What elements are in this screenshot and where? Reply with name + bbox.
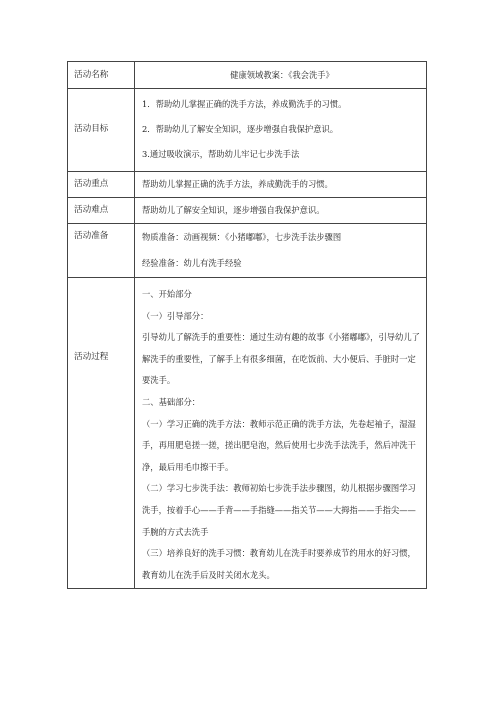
label-difficulty: 活动难点 [68, 198, 135, 224]
process-paragraph: （一）学习正确的洗手方法：教师示范正确的洗手方法，先卷起袖子，湿湿手，再用肥皂搓一搓，搓出肥皂泡，然后使用七步洗手法洗手，然后冲洗干净，最后用毛巾擦干手。 [142, 418, 416, 472]
preparation-content [135, 224, 427, 278]
label-activity-goal: 活动目标 [68, 89, 135, 172]
process-paragraph: （三）培养良好的洗手习惯：教育幼儿在洗手时要养成节约用水的好习惯，教育幼儿在洗手后及时关闭水龙头。 [142, 548, 416, 580]
row-key-point [68, 172, 427, 198]
row-difficulty [68, 198, 427, 224]
goal-line: 2．帮助幼儿了解安全知识，逐步增强自我保护意识。 [142, 124, 339, 134]
label-preparation: 活动准备 [68, 224, 135, 278]
activity-name-value: 健康领域教案：《我会洗手》 [135, 62, 427, 89]
process-heading: 二、基础部分： [142, 396, 201, 407]
goal-line: 1．帮助幼儿掌握正确的洗手方法，养成勤洗手的习惯。 [142, 99, 347, 109]
row-activity-goal [68, 89, 427, 172]
lesson-plan-table [67, 61, 427, 589]
process-subheading: （一）引导部分： [142, 310, 209, 321]
process-heading: 一、开始部分 [142, 289, 192, 299]
process-paragraph: （二）学习七步洗手法：教师初始七步洗手法步骤图，幼儿根据步骤图学习洗手，按着手心——手背——手指缝——指关节——大拇指——手指尖——手腕的方式去洗手 [142, 483, 416, 537]
process-content [135, 278, 427, 589]
process-paragraph: 引导幼儿了解洗手的重要性：通过生动有趣的故事《小猪嘟嘟》，引导幼儿了解洗手的重要性，了解手上有很多细菌，在吃饭前、大小便后、手脏时一定要洗手。 [142, 332, 420, 386]
row-activity-name [68, 62, 427, 89]
difficulty-value: 帮助幼儿了解安全知识，逐步增强自我保护意识。 [135, 198, 427, 224]
prep-line: 经验准备：幼儿有洗手经验 [142, 258, 242, 268]
label-key-point: 活动重点 [68, 172, 135, 198]
row-preparation [68, 224, 427, 278]
row-process [68, 278, 427, 589]
goal-line: 3.通过吸收演示，帮助幼儿牢记七步洗手法 [142, 149, 300, 159]
label-process: 活动过程 [68, 278, 135, 589]
label-activity-name: 活动名称 [68, 62, 135, 89]
activity-goal-content [135, 89, 427, 172]
key-point-value: 帮助幼儿掌握正确的洗手方法，养成勤洗手的习惯。 [135, 172, 427, 198]
prep-line: 物质准备：动画视频：《小猪嘟嘟》，七步洗手法步骤图 [142, 232, 342, 242]
